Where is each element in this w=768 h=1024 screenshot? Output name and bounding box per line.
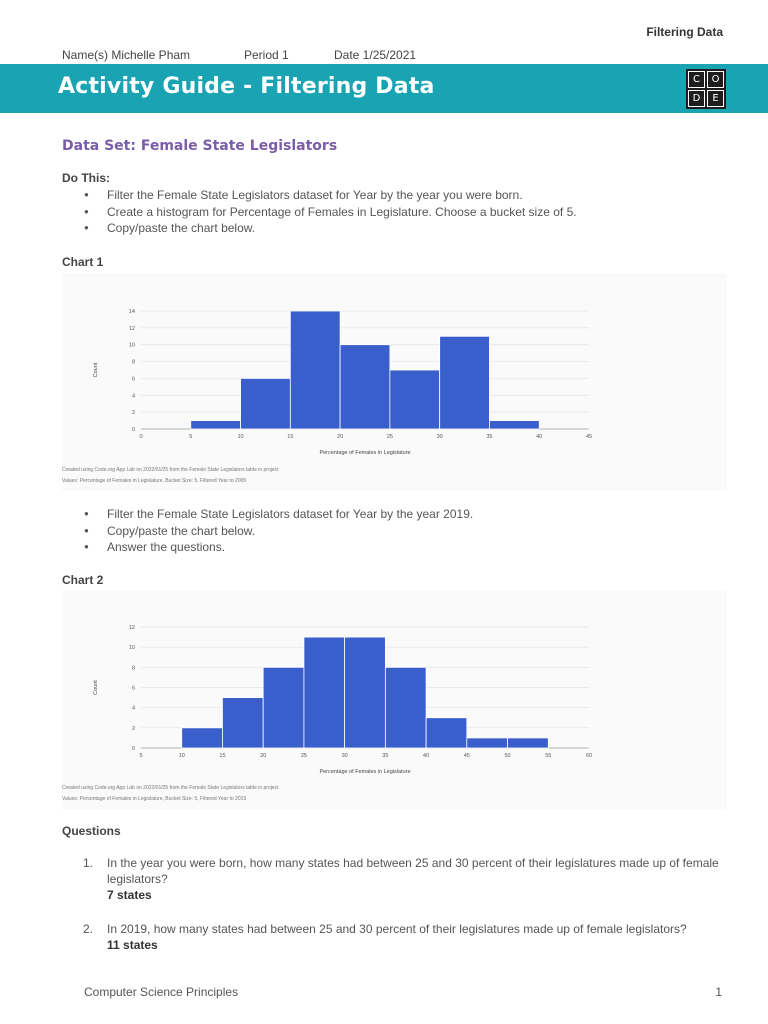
chart2-container [62, 591, 727, 809]
histogram-bar [345, 637, 386, 748]
histogram-bar [290, 311, 340, 429]
y-tick-label: 12 [128, 325, 135, 332]
histogram-bar [440, 336, 490, 429]
do-this-list [62, 187, 577, 237]
x-tick-label: 10 [237, 434, 244, 440]
logo-letter: D [688, 90, 705, 107]
chart2-caption: Created using Code.org App Lab on 2022/01/25 from the Female State Legislators table in project [62, 785, 279, 791]
student-info [62, 48, 416, 62]
list-item: ● Copy/paste the chart below. [62, 220, 577, 237]
question-text: In the year you were born, how many states had between 25 and 30 percent of their legislatures made up of female legislators? [107, 856, 719, 886]
histogram-bar [304, 637, 345, 748]
chart2-svg [62, 591, 727, 809]
histogram-bar [191, 421, 241, 429]
question-item [62, 921, 732, 953]
chart1-svg [62, 273, 727, 491]
histogram-bar [508, 738, 549, 748]
y-tick-label: 4 [131, 393, 135, 400]
x-tick-label: 45 [463, 753, 470, 759]
chart1-caption: Values: Percentage of Females in Legislature, Bucket Size: 5, Filtered Year to 2005 [62, 478, 247, 484]
x-tick-label: 5 [189, 434, 193, 440]
title-banner [0, 64, 768, 113]
x-tick-label: 45 [585, 434, 593, 440]
student-name: Name(s) Michelle Pham [62, 48, 191, 62]
y-tick-label: 6 [131, 685, 135, 692]
histogram-bar [340, 345, 390, 429]
histogram-bar [385, 667, 426, 748]
x-tick-label: 15 [219, 753, 226, 759]
page-header-title: Filtering Data [646, 25, 723, 39]
x-tick-label: 50 [504, 753, 511, 759]
x-tick-label: 20 [260, 753, 267, 759]
x-tick-label: 25 [300, 753, 307, 759]
page-title: Activity Guide - Filtering Data [58, 74, 435, 99]
histogram-bar [426, 718, 467, 748]
logo-letter: C [688, 71, 705, 88]
list-item: ● Create a histogram for Percentage of Females in Legislature. Choose a bucket size of 5. [62, 204, 577, 221]
list-item: ● Filter the Female State Legislators dataset for Year by the year you were born. [62, 187, 577, 204]
histogram-bar [390, 370, 440, 429]
footer-course: Computer Science Principles [84, 985, 239, 999]
period: Period 1 [244, 48, 289, 62]
chart1-caption: Created using Code.org App Lab on 2022/01/25 from the Female State Legislators table in project [62, 467, 279, 473]
y-tick-label: 8 [131, 665, 135, 672]
y-axis-label: Count [93, 680, 99, 695]
y-tick-label: 4 [131, 705, 135, 712]
x-tick-label: 5 [139, 753, 143, 759]
x-tick-label: 25 [386, 434, 393, 440]
histogram-bar [263, 667, 304, 748]
code-org-logo [686, 69, 726, 109]
question-item [62, 855, 732, 903]
question-number: 2. [83, 922, 94, 936]
y-tick-label: 14 [128, 309, 135, 315]
page-number: 1 [715, 985, 722, 999]
x-tick-label: 10 [178, 753, 185, 759]
x-tick-label: 55 [545, 753, 552, 759]
x-tick-label: 60 [585, 753, 593, 759]
x-tick-label: 30 [436, 434, 443, 440]
question-answer: 11 states [107, 938, 158, 952]
x-tick-label: 20 [337, 434, 344, 440]
x-tick-label: 15 [287, 434, 294, 440]
histogram-bar [222, 698, 263, 748]
y-tick-label: 0 [131, 746, 135, 752]
x-axis-label: Percentage of Females in Legislature [319, 450, 411, 456]
logo-letter: E [707, 90, 724, 107]
x-tick-label: 0 [139, 434, 143, 440]
histogram-bar [182, 728, 223, 748]
y-tick-label: 2 [131, 725, 135, 732]
dataset-title: Data Set: Female State Legislators [62, 138, 338, 154]
y-tick-label: 10 [128, 342, 135, 349]
list-item: ● Copy/paste the chart below. [62, 523, 473, 540]
histogram-bar [467, 738, 508, 748]
logo-letter: O [707, 71, 724, 88]
x-axis-label: Percentage of Females in Legislature [319, 769, 411, 775]
question-number: 1. [83, 856, 94, 870]
y-axis-label: Count [93, 362, 99, 378]
y-tick-label: 0 [131, 427, 135, 433]
questions-label: Questions [62, 824, 121, 838]
questions-list [62, 855, 732, 971]
list-item: ● Answer the questions. [62, 539, 473, 556]
question-answer: 7 states [107, 888, 152, 902]
question-text: In 2019, how many states had between 25 and 30 percent of their legislatures made up of female legislators? [107, 922, 687, 936]
x-tick-label: 40 [536, 434, 543, 440]
list-item: ● Filter the Female State Legislators dataset for Year by the year 2019. [62, 506, 473, 523]
y-tick-label: 2 [131, 410, 135, 417]
chart2-caption: Values: Percentage of Females in Legislature, Bucket Size: 5, Filtered Year to 2019 [62, 796, 247, 802]
do-this-label: Do This: [62, 171, 110, 185]
x-tick-label: 35 [382, 753, 389, 759]
y-tick-label: 10 [128, 645, 135, 652]
chart1-label: Chart 1 [62, 255, 104, 269]
date: Date 1/25/2021 [334, 48, 417, 62]
histogram-bar [241, 378, 291, 429]
histogram-bar [489, 421, 539, 429]
chart2-label: Chart 2 [62, 573, 104, 587]
x-tick-label: 40 [423, 753, 430, 759]
x-tick-label: 30 [341, 753, 348, 759]
y-tick-label: 8 [131, 359, 135, 366]
chart2-instructions [62, 506, 473, 556]
chart1-container [62, 273, 727, 491]
x-tick-label: 35 [486, 434, 493, 440]
y-tick-label: 6 [131, 376, 135, 383]
y-tick-label: 12 [128, 625, 135, 631]
